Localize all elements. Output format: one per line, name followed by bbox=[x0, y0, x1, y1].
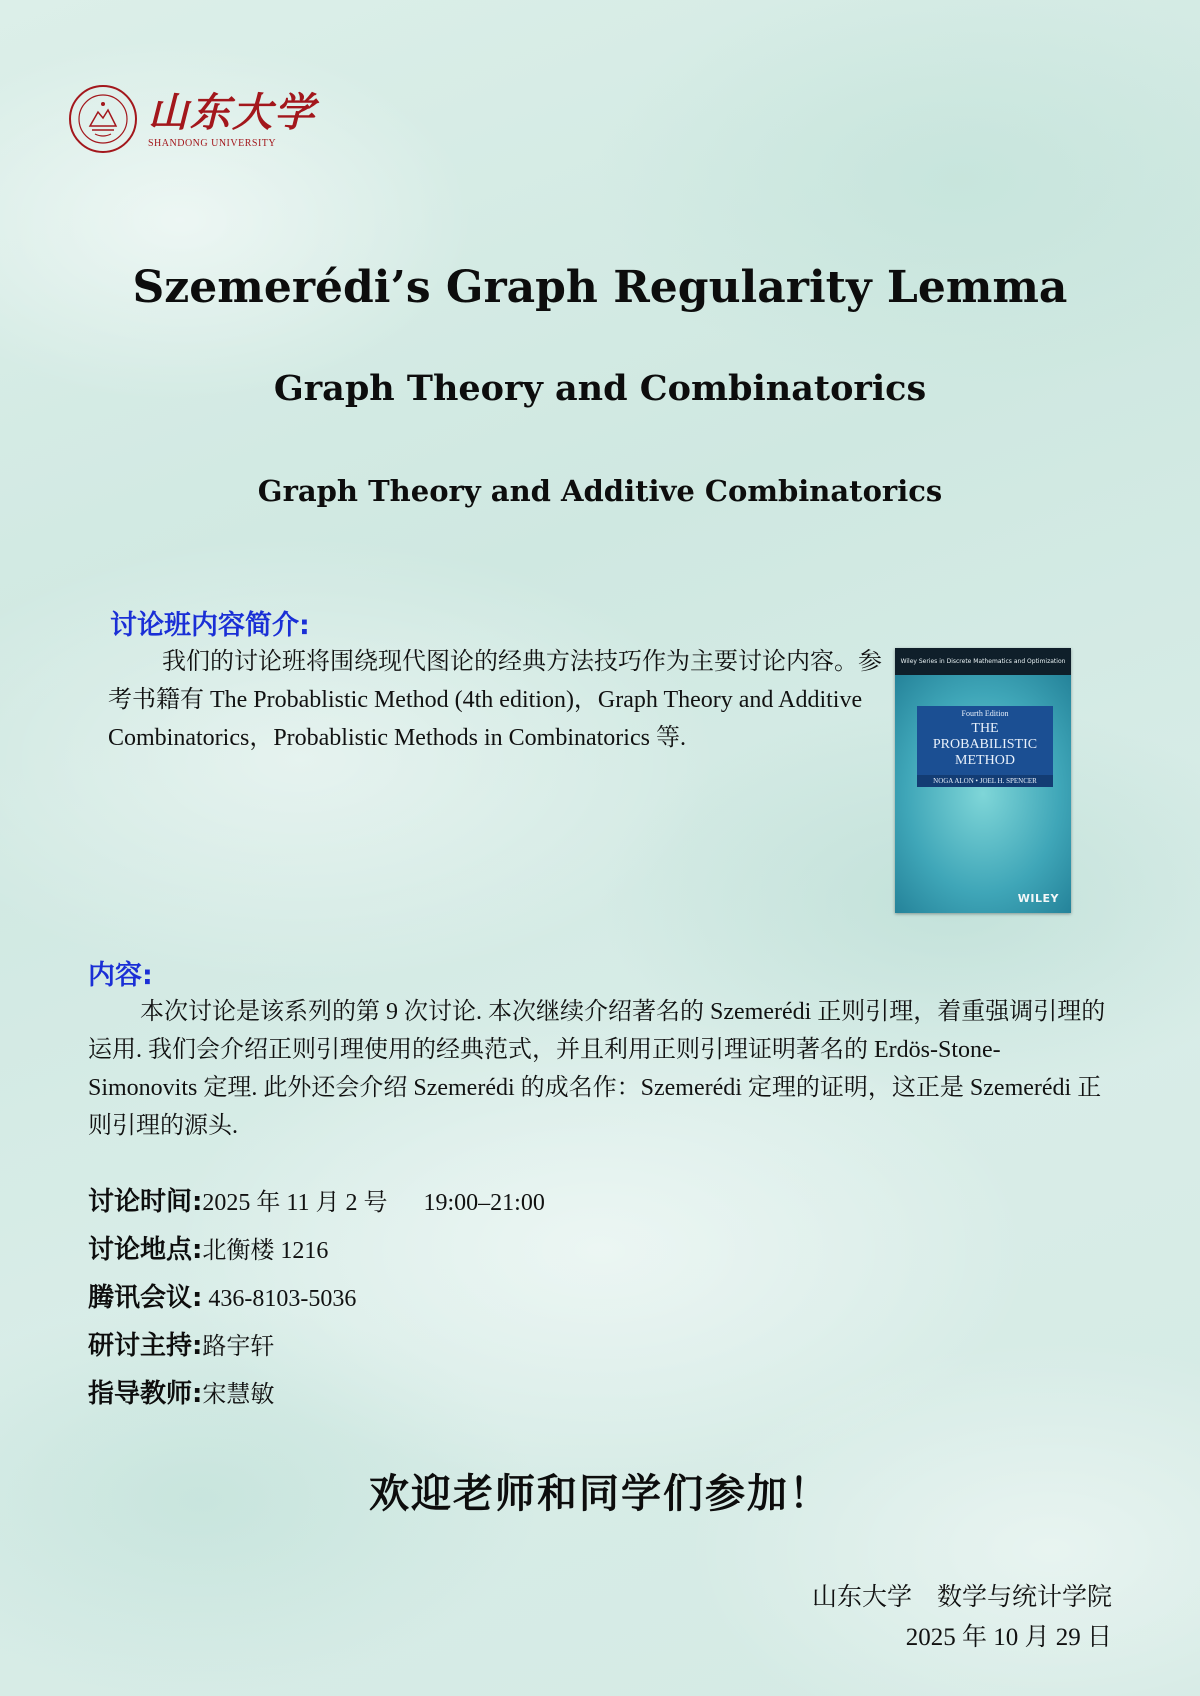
logo-name-en: SHANDONG UNIVERSITY bbox=[148, 137, 277, 149]
book-title-line1: THE bbox=[971, 721, 999, 736]
place-value: 北衡楼 1216 bbox=[202, 1238, 329, 1264]
poster-subsubtitle: Graph Theory and Additive Combinatorics bbox=[257, 474, 943, 508]
book-authors: NOGA ALON • JOEL H. SPENCER bbox=[917, 775, 1053, 787]
logo-text bbox=[148, 90, 316, 149]
advisor-label: 指导教师: bbox=[88, 1379, 203, 1409]
welcome-message: 欢迎老师和同学们参加！ bbox=[369, 1471, 831, 1517]
poster-subtitle: Graph Theory and Combinatorics bbox=[273, 368, 927, 409]
university-seal-icon bbox=[68, 84, 138, 154]
footer-organization: 山东大学 数学与统计学院 bbox=[811, 1584, 1112, 1611]
host-row bbox=[88, 1325, 274, 1362]
time-range: 19:00–21:00 bbox=[423, 1190, 545, 1216]
advisor-row bbox=[88, 1373, 274, 1410]
book-title-box bbox=[917, 706, 1053, 784]
intro-heading: 讨论班内容简介: bbox=[110, 610, 310, 641]
intro-paragraph: 我们的讨论班将围绕现代图论的经典方法技巧作为主要讨论内容。参考书籍有 The Probablistic Method (4th edition)，Graph Theory and Additive Combinatorics，Probablistic Methods in Combinatorics 等. bbox=[108, 649, 882, 751]
meeting-label: 腾讯会议: bbox=[88, 1283, 203, 1313]
poster-title: Szemerédi’s Graph Regularity Lemma bbox=[132, 262, 1068, 313]
footer-date: 2025 年 10 月 29 日 bbox=[905, 1624, 1112, 1651]
meeting-id: 436-8103-5036 bbox=[208, 1286, 357, 1312]
content-heading: 内容: bbox=[88, 960, 153, 991]
university-logo bbox=[68, 84, 316, 154]
place-row bbox=[88, 1229, 328, 1266]
time-row bbox=[88, 1181, 545, 1218]
host-label: 研讨主持: bbox=[88, 1331, 203, 1361]
book-title-line2: PROBABILISTIC bbox=[932, 737, 1038, 752]
logo-name-cn: 山东大学 bbox=[148, 88, 316, 136]
book-title-line3: METHOD bbox=[955, 753, 1015, 768]
advisor-value: 宋慧敏 bbox=[202, 1382, 275, 1408]
time-label: 讨论时间: bbox=[88, 1187, 203, 1217]
place-label: 讨论地点: bbox=[88, 1235, 203, 1265]
book-title bbox=[917, 721, 1053, 769]
content-paragraph: 本次讨论是该系列的第 9 次讨论. 本次继续介绍著名的 Szemerédi 正则引理，着重强调引理的运用. 我们会介绍正则引理使用的经典范式，并且利用正则引理证明著名的 Erdös-Stone-Simonovits 定理. 此外还会介绍 Szemerédi 的成名作：Szemerédi 定理的证明，这正是 Szemerédi 正则引理的源头. bbox=[88, 999, 1106, 1139]
meeting-row bbox=[88, 1277, 356, 1314]
book-publisher: WILEY bbox=[1017, 892, 1059, 905]
time-date: 2025 年 11 月 2 号 bbox=[202, 1190, 388, 1216]
book-edition: Fourth Edition bbox=[961, 709, 1009, 718]
host-value: 路宇轩 bbox=[202, 1334, 275, 1360]
book-cover-image bbox=[895, 648, 1071, 913]
book-series: Wiley Series in Discrete Mathematics and Optimization bbox=[895, 648, 1071, 675]
